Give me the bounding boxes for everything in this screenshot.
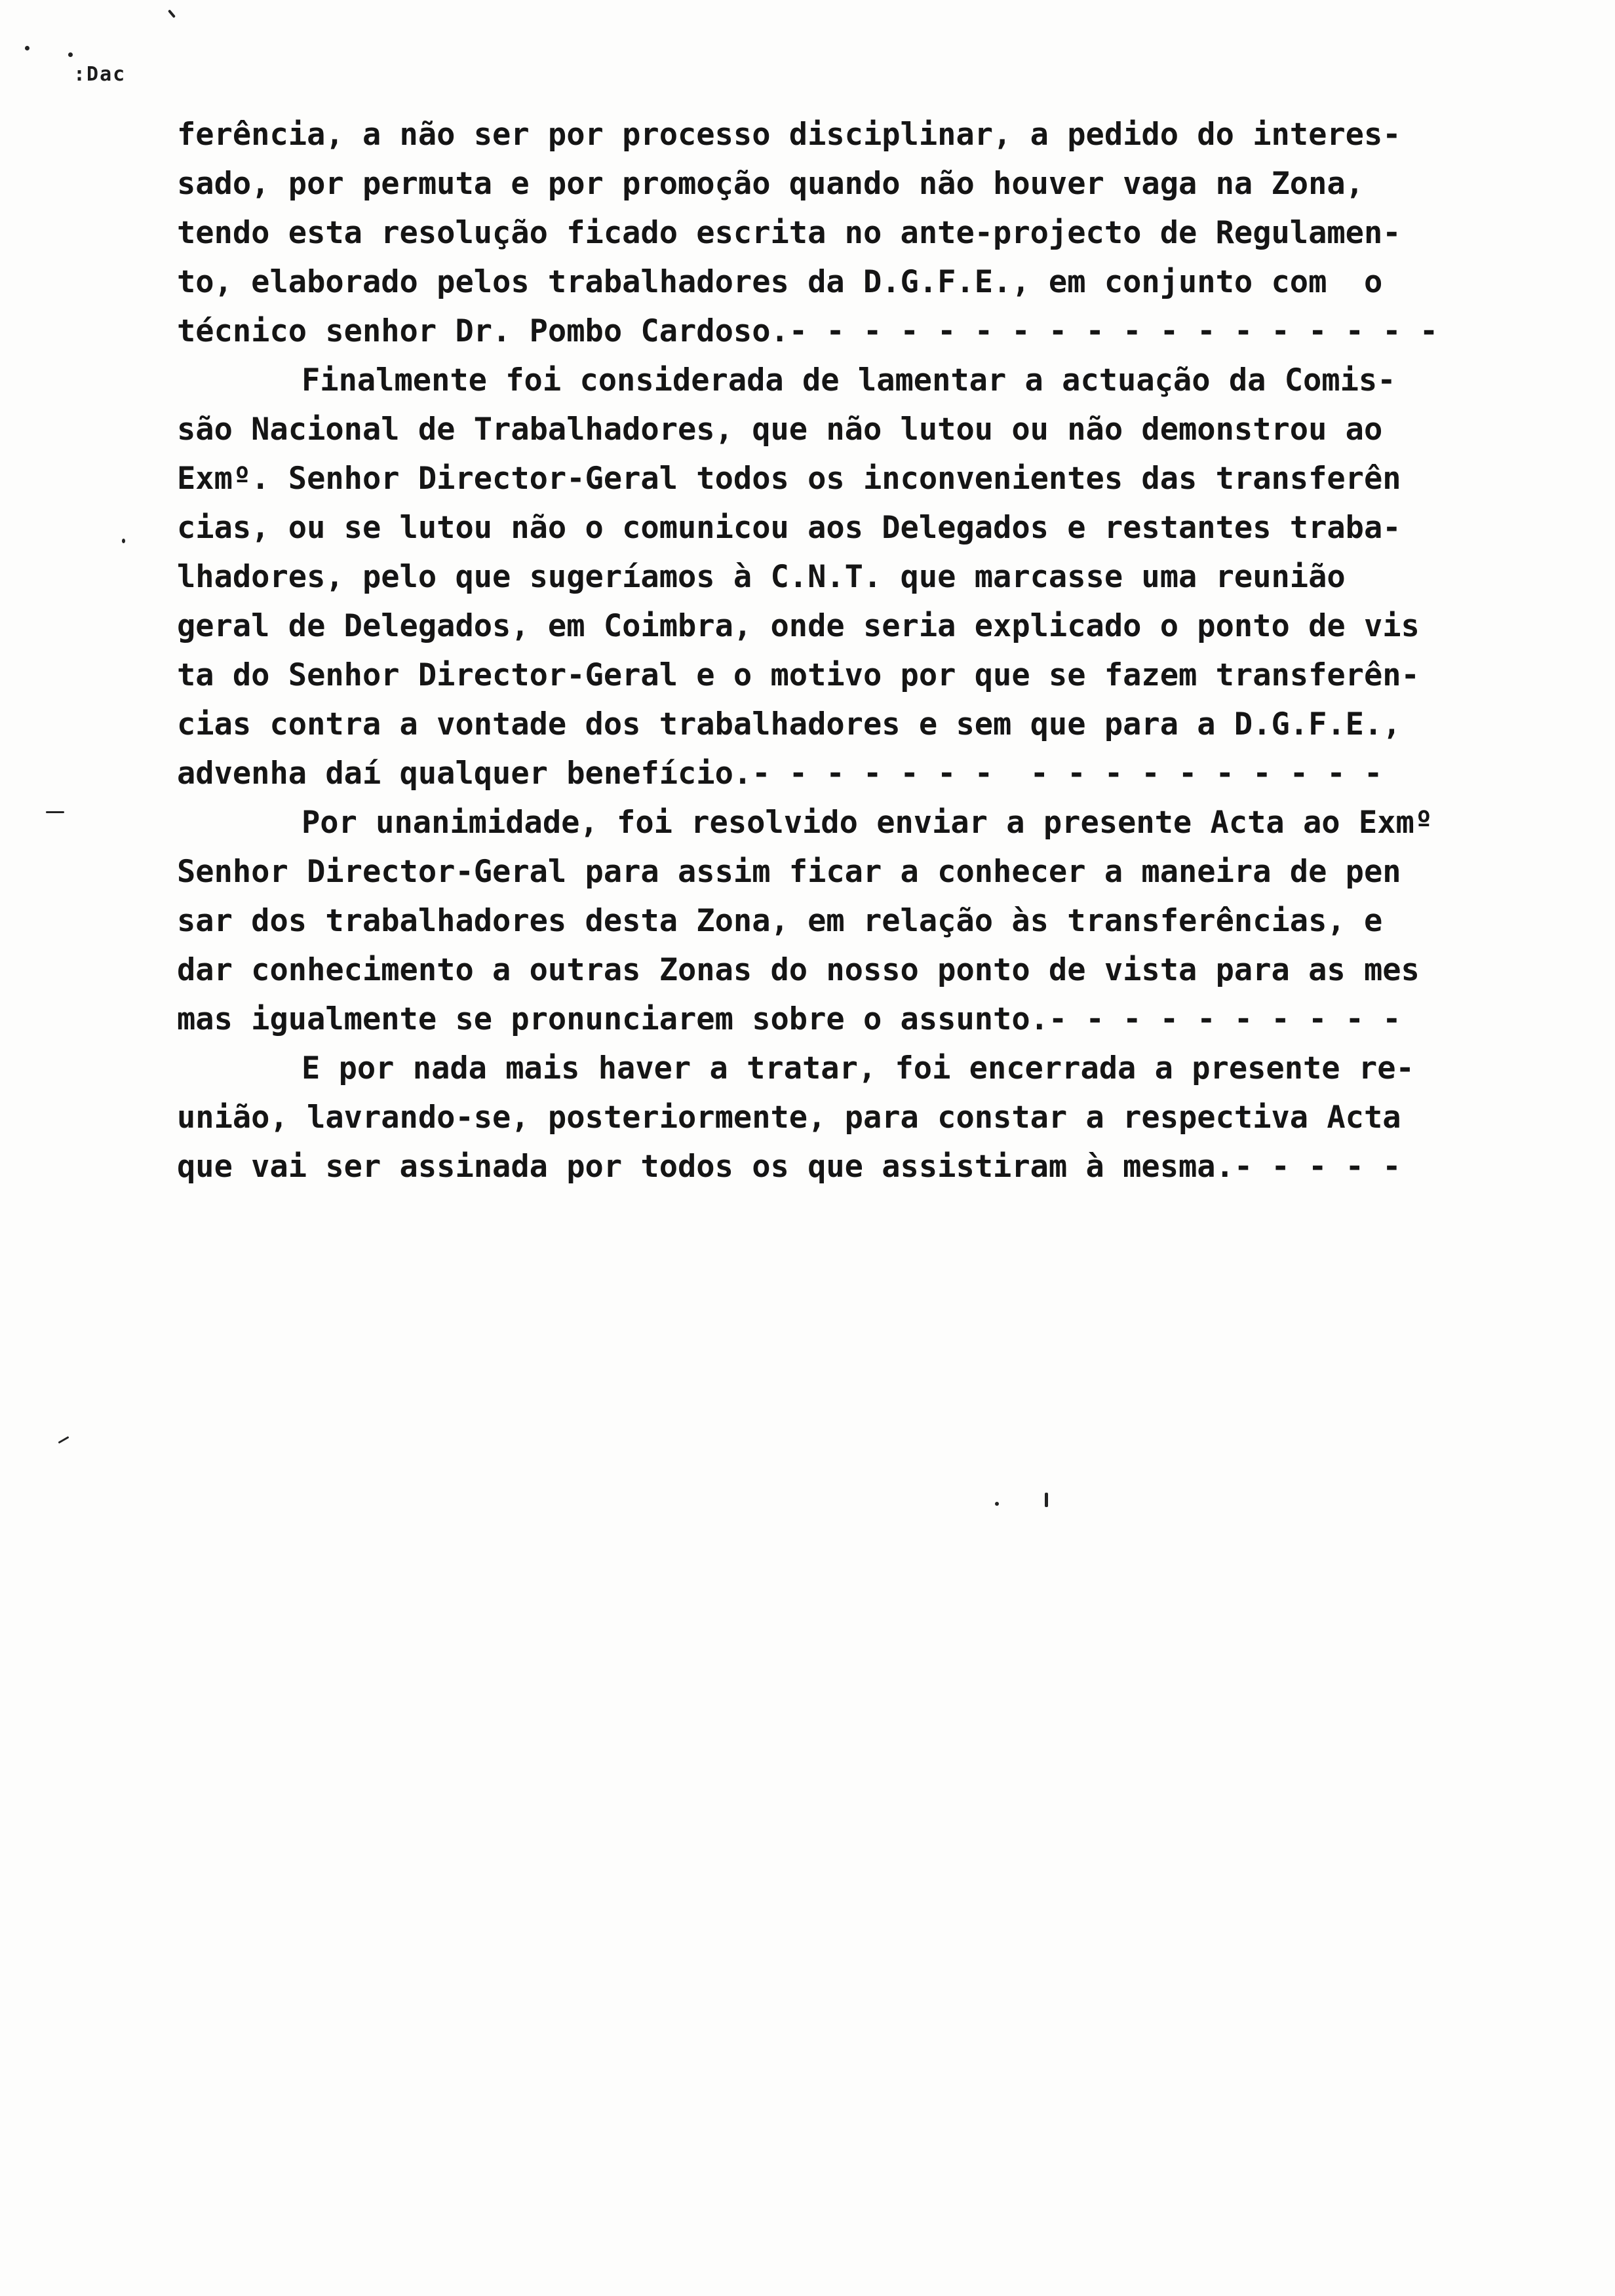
text-line: sar dos trabalhadores desta Zona, em relação às transferências, e <box>177 903 1383 939</box>
paper-speck <box>1045 1493 1048 1507</box>
text-line: dar conhecimento a outras Zonas do nosso ponto de vista para as mes <box>177 952 1420 988</box>
text-line: mas igualmente se pronunciarem sobre o assunto.- - - - - - - - - - <box>177 1001 1401 1037</box>
text-line: Exmº. Senhor Director-Geral todos os inconvenientes das transferên <box>177 461 1401 497</box>
text-line: cias, ou se lutou não o comunicou aos Delegados e restantes traba- <box>177 510 1401 546</box>
text-line: ta do Senhor Director-Geral e o motivo por que se fazem transferên- <box>177 657 1420 693</box>
typed-text-block <box>177 110 1521 1191</box>
paper-speck <box>46 811 64 813</box>
text-line: tendo esta resolução ficado escrita no ante-projecto de Regulamen- <box>177 215 1401 251</box>
text-line: sado, por permuta e por promoção quando não houver vaga na Zona, <box>177 166 1364 202</box>
paper-speck <box>68 52 73 57</box>
text-line: que vai ser assinada por todos os que assistiram à mesma.- - - - - <box>177 1149 1401 1185</box>
paper-speck <box>122 539 125 543</box>
text-line: união, lavrando-se, posteriormente, para constar a respectiva Acta <box>177 1100 1401 1136</box>
text-line: ferência, a não ser por processo disciplinar, a pedido do interes- <box>177 117 1401 153</box>
paper-speck <box>995 1502 999 1506</box>
text-line: to, elaborado pelos trabalhadores da D.G.F.E., em conjunto com o <box>177 264 1383 300</box>
text-line: são Nacional de Trabalhadores, que não lutou ou não demonstrou ao <box>177 411 1383 448</box>
text-line: geral de Delegados, em Coimbra, onde seria explicado o ponto de vis <box>177 608 1420 644</box>
paragraph-start-line: Por unanimidade, foi resolvido enviar a presente Acta ao Exmº <box>302 805 1433 841</box>
text-line: cias contra a vontade dos trabalhadores e sem que para a D.G.F.E., <box>177 706 1401 742</box>
text-line: advenha daí qualquer benefício.- - - - - - - - - - - - - - - - - <box>177 756 1383 792</box>
paper-speck <box>168 9 176 18</box>
text-line: técnico senhor Dr. Pombo Cardoso.- - - - - - - - - - - - - - - - - - <box>177 313 1439 349</box>
paper-speck <box>58 1436 69 1444</box>
text-line: Senhor Director-Geral para assim ficar a conhecer a maneira de pen <box>177 854 1401 890</box>
paper-speck <box>25 46 29 50</box>
paragraph-start-line: Finalmente foi considerada de lamentar a actuação da Comis- <box>302 362 1396 398</box>
corner-mark: :Dac <box>73 63 126 86</box>
paragraph-start-line: E por nada mais haver a tratar, foi encerrada a presente re- <box>302 1050 1414 1086</box>
text-line: lhadores, pelo que sugeríamos à C.N.T. que marcasse uma reunião <box>177 559 1346 595</box>
